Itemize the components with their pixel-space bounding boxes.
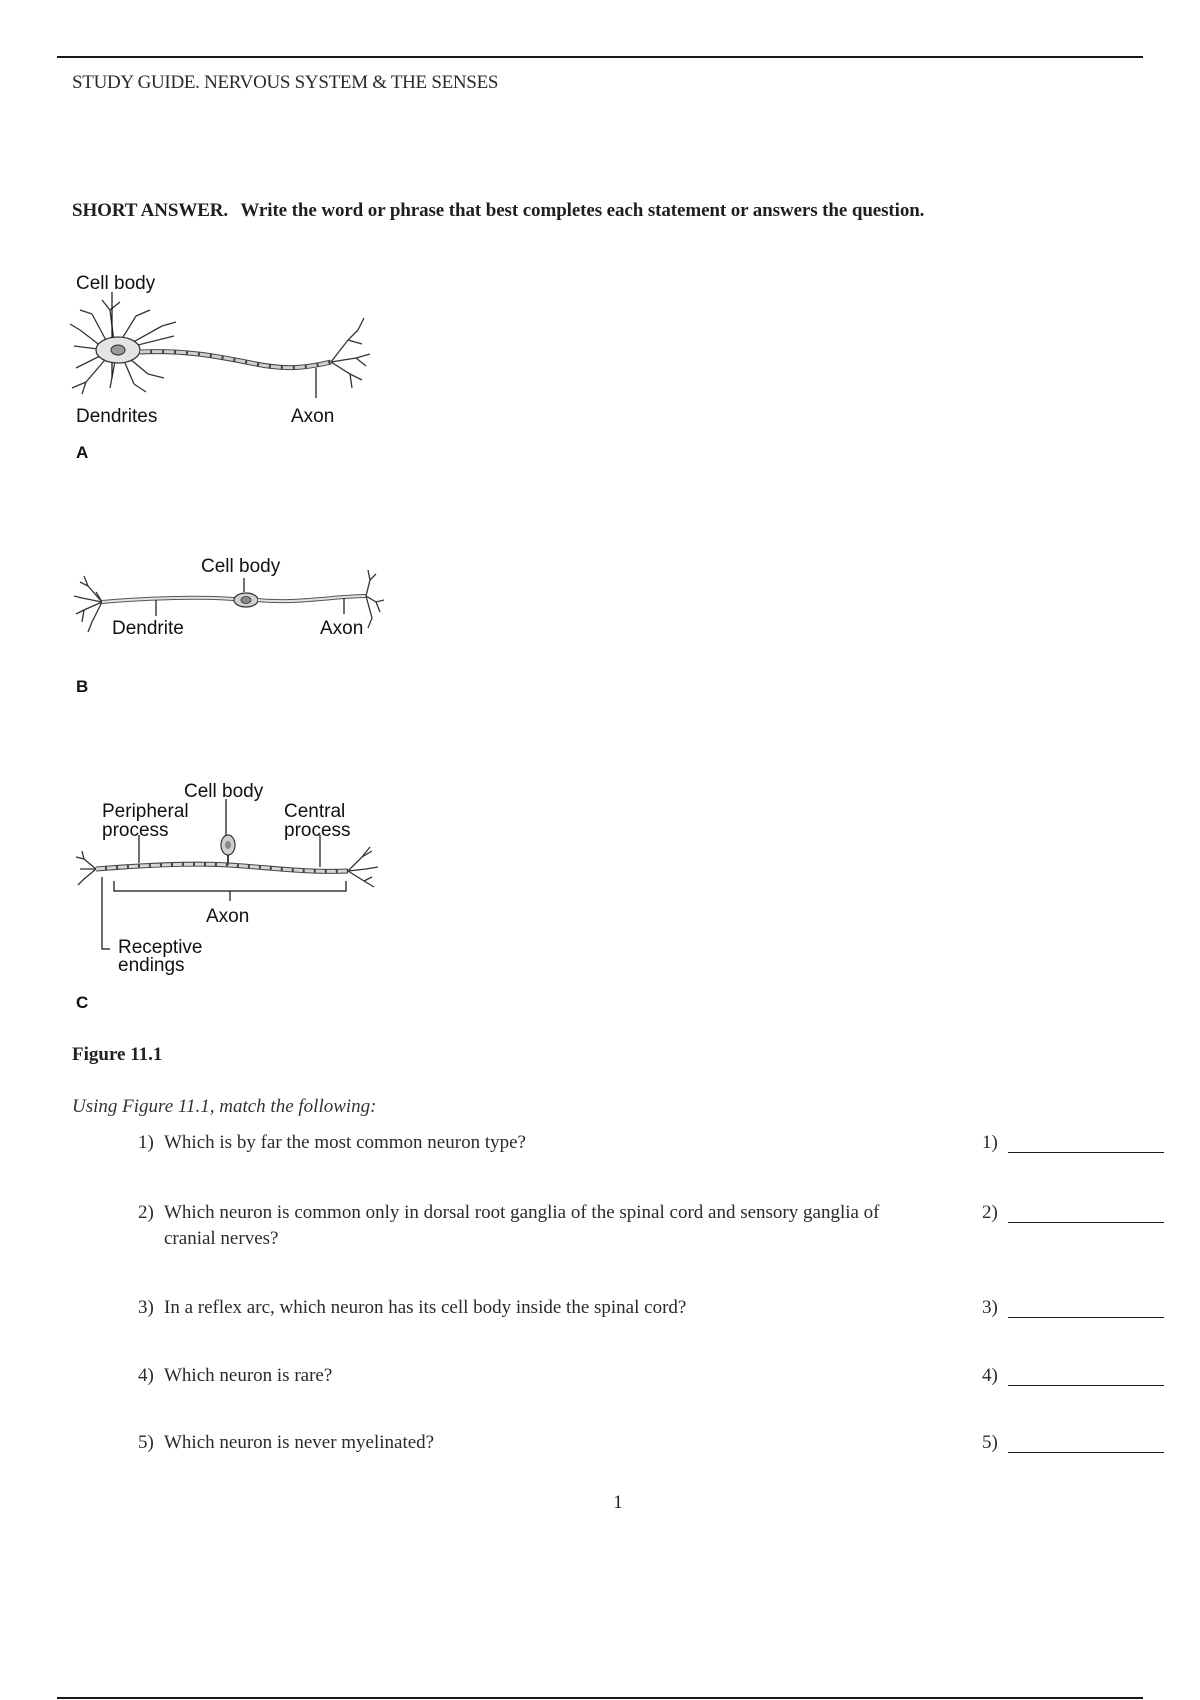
answer-number: 1) — [982, 1132, 998, 1153]
question-text: In a reflex arc, which neuron has its cell body inside the spinal cord? — [164, 1297, 687, 1318]
label-receptive-endings: endings — [118, 955, 185, 976]
label-axon: Axon — [206, 906, 250, 927]
answer-line[interactable] — [1008, 1385, 1164, 1386]
label-central: Central — [284, 801, 346, 822]
label-dendrites: Dendrites — [76, 406, 158, 427]
label-cell-body: Cell body — [201, 556, 281, 577]
label-central-process: process — [284, 820, 351, 841]
section-instructions — [72, 200, 924, 222]
answer-blank-2[interactable] — [982, 1200, 1164, 1226]
question-number: 4) — [138, 1365, 154, 1386]
answer-line[interactable] — [1008, 1452, 1164, 1453]
header-rule — [57, 56, 1143, 58]
question-number: 3) — [138, 1297, 154, 1318]
figure-panel-b — [66, 552, 396, 652]
label-cell-body: Cell body — [76, 273, 156, 294]
question-1 — [138, 1130, 898, 1156]
answer-blank-5[interactable] — [982, 1430, 1164, 1456]
question-number: 5) — [138, 1432, 154, 1453]
label-dendrite: Dendrite — [112, 618, 184, 639]
question-number: 2) — [138, 1202, 154, 1223]
question-text: Which is by far the most common neuron type? — [164, 1132, 526, 1153]
section-heading: SHORT ANSWER. — [72, 200, 229, 221]
question-3 — [138, 1295, 898, 1321]
figure-letter-b: B — [76, 677, 89, 696]
question-4 — [138, 1363, 898, 1389]
bipolar-neuron-diagram — [66, 552, 396, 652]
figure-panel-c — [66, 777, 396, 987]
answer-number: 5) — [982, 1432, 998, 1453]
answer-blank-4[interactable] — [982, 1363, 1164, 1389]
unipolar-neuron-diagram — [66, 777, 396, 987]
label-cell-body: Cell body — [184, 781, 264, 802]
document-title: STUDY GUIDE. NERVOUS SYSTEM & THE SENSES — [72, 72, 499, 93]
axon-bracket — [114, 881, 346, 891]
answer-number: 2) — [982, 1202, 998, 1223]
question-text: Which neuron is never myelinated? — [164, 1432, 435, 1453]
question-5 — [138, 1430, 898, 1456]
label-peripheral-process: process — [102, 820, 169, 841]
receptive-endings-bracket — [102, 877, 110, 949]
question-text: Which neuron is common only in dorsal root ganglia of the spinal cord and sensory ganglia of cranial nerves? — [164, 1202, 880, 1249]
answer-line[interactable] — [1008, 1152, 1164, 1153]
figure-panel-a — [66, 270, 396, 430]
page-number: 1 — [613, 1492, 623, 1513]
label-axon: Axon — [320, 618, 364, 639]
multipolar-neuron-diagram — [66, 270, 396, 430]
answer-blank-1[interactable] — [982, 1130, 1164, 1156]
answer-line[interactable] — [1008, 1222, 1164, 1223]
label-axon: Axon — [291, 406, 335, 427]
answer-blank-3[interactable] — [982, 1295, 1164, 1321]
instructions-text: Write the word or phrase that best completes each statement or answers the question. — [240, 200, 925, 221]
answer-number: 3) — [982, 1297, 998, 1318]
answer-number: 4) — [982, 1365, 998, 1386]
figure-caption: Figure 11.1 — [72, 1044, 163, 1065]
label-receptive: Receptive — [118, 937, 203, 958]
answer-line[interactable] — [1008, 1317, 1164, 1318]
figure-letter-a: A — [76, 443, 89, 462]
label-peripheral: Peripheral — [102, 801, 189, 822]
question-2 — [138, 1200, 898, 1252]
footer-rule — [57, 1697, 1143, 1699]
question-number: 1) — [138, 1132, 154, 1153]
matching-intro: Using Figure 11.1, match the following: — [72, 1096, 377, 1117]
question-text: Which neuron is rare? — [164, 1365, 333, 1386]
figure-letter-c: C — [76, 993, 89, 1012]
